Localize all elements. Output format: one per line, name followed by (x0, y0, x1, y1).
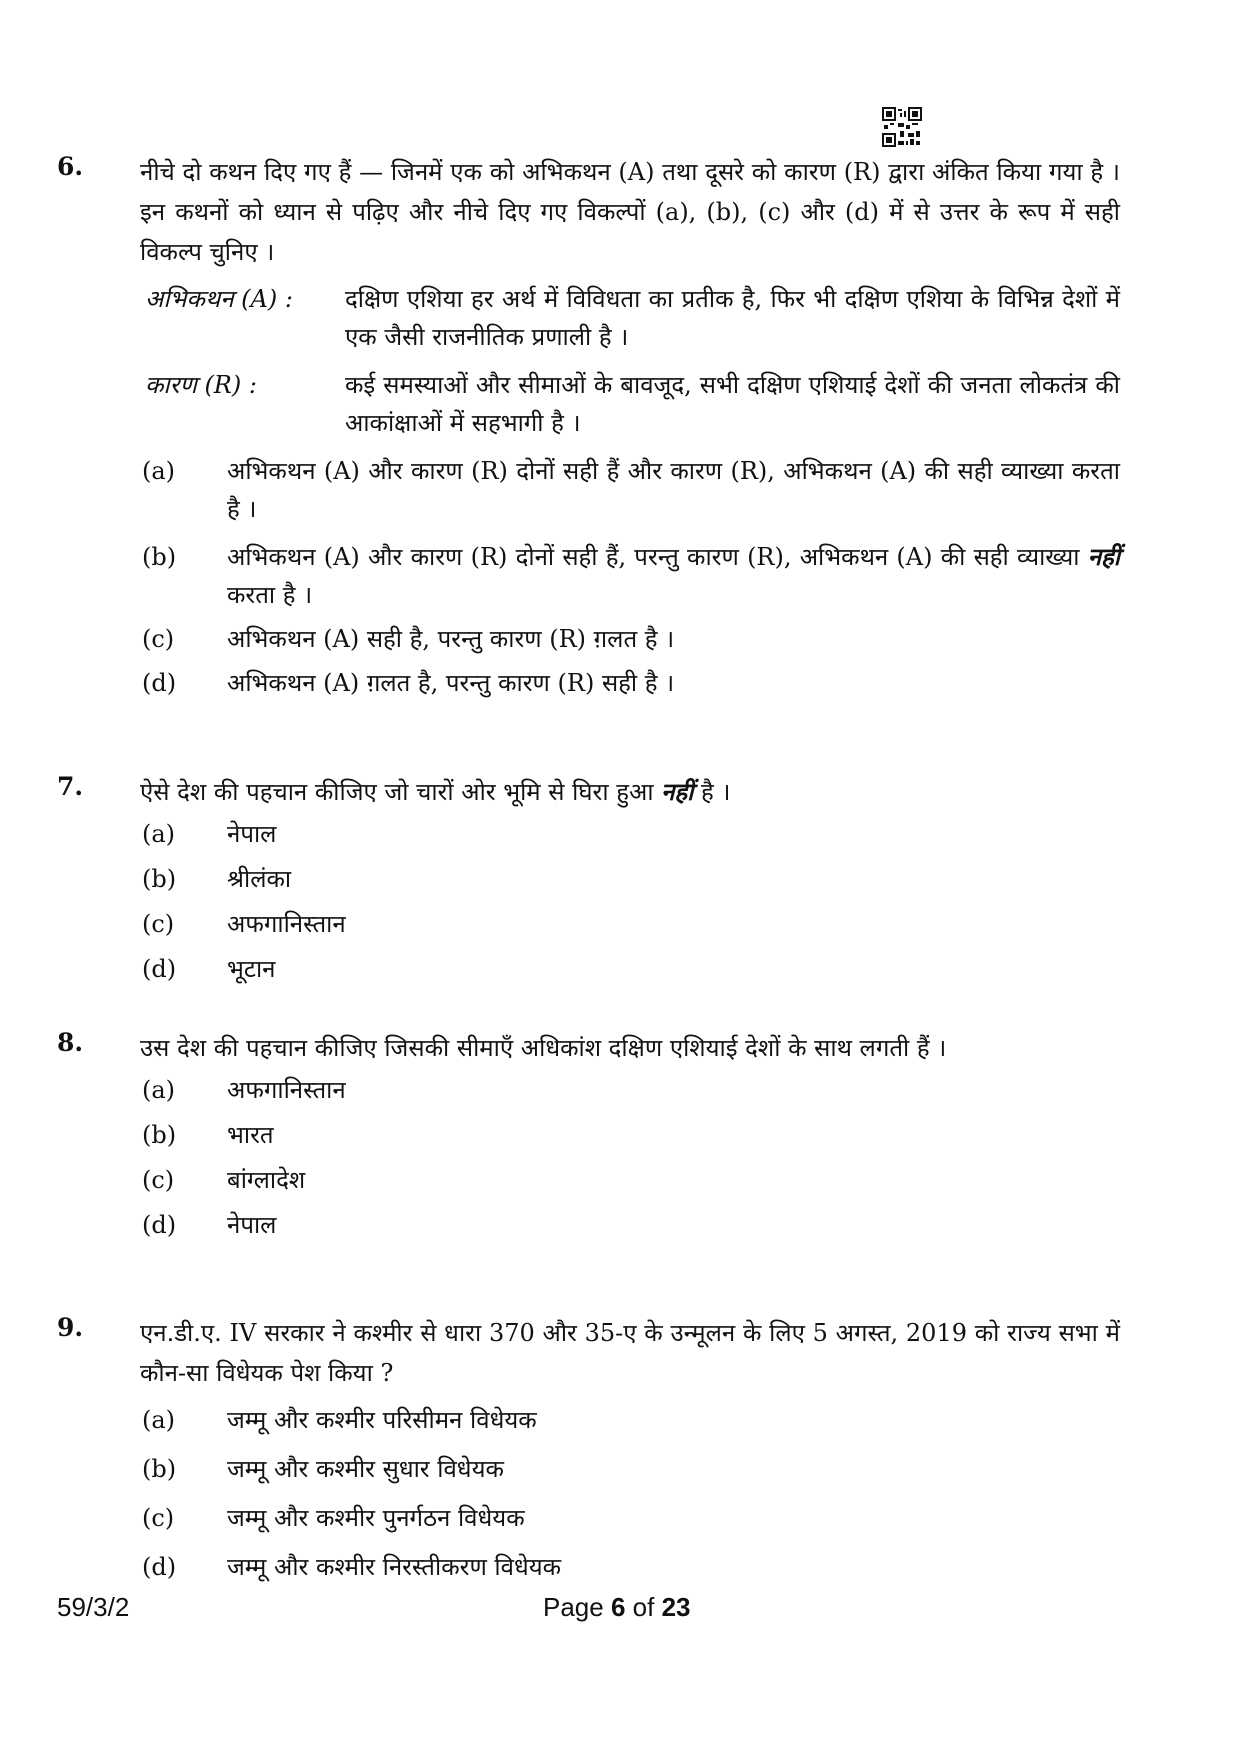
question-text (140, 772, 1120, 812)
option-d (142, 947, 1120, 992)
option-c (142, 1497, 1120, 1540)
option-label: (c) (142, 1166, 175, 1194)
option-label: (d) (142, 1211, 177, 1239)
option-text (227, 538, 1120, 614)
question-number: 9. (57, 1313, 84, 1342)
option-c (142, 902, 1120, 947)
reason-label: कारण (R) : (145, 371, 257, 399)
option-label: (c) (142, 625, 175, 653)
option-text: अफगानिस्तान (227, 910, 346, 938)
question-text: नीचे दो कथन दिए गए हैं — जिनमें एक को अभिकथन (A) तथा दूसरे को कारण (R) द्वारा अंकित किया गया है । इन कथनों को ध्यान से पढ़िए और नीचे दिए गए विकल्पों (a), (b), (c) और (d) में से उत्तर के रूप में सही विकल्प चुनिए । (140, 158, 1120, 266)
option-label: (b) (142, 1455, 177, 1483)
option-label: (d) (142, 1553, 177, 1581)
option-text: जम्मू और कश्मीर पुनर्गठन विधेयक (227, 1504, 525, 1532)
option-a (142, 1068, 1120, 1113)
option-d (142, 1546, 1120, 1589)
option-label: (d) (142, 669, 177, 697)
paper-code: 59/3/2 (57, 1592, 130, 1622)
option-label: (b) (142, 865, 177, 893)
option-a (142, 452, 1120, 528)
question-9 (57, 1313, 1120, 1589)
option-text: अभिकथन (A) सही है, परन्तु कारण (R) ग़लत है । (227, 625, 675, 653)
option-text: नेपाल (227, 820, 277, 848)
option-text: अभिकथन (A) और कारण (R) दोनों सही हैं और कारण (R), अभिकथन (A) की सही व्याख्या करता है । (227, 457, 1120, 523)
options-list (57, 1399, 1120, 1589)
assertion-text: दक्षिण एशिया हर अर्थ में विविधता का प्रतीक है, फिर भी दक्षिण एशिया के विभिन्न देशों में एक जैसी राजनीतिक प्रणाली है । (345, 285, 1120, 351)
option-b (142, 857, 1120, 902)
emphasis-text: नहीं (1087, 542, 1120, 571)
question-number: 8. (57, 1028, 84, 1057)
option-text: भूटान (227, 955, 276, 983)
emphasis-text: नहीं (661, 777, 694, 806)
option-text: जम्मू और कश्मीर परिसीमन विधेयक (227, 1406, 537, 1434)
question-number: 7. (57, 772, 84, 801)
option-text: श्रीलंका (227, 865, 292, 893)
page-prefix: Page (543, 1592, 611, 1622)
option-label: (c) (142, 910, 175, 938)
option-text: जम्मू और कश्मीर सुधार विधेयक (227, 1455, 504, 1483)
option-text-part: करता है । (227, 581, 313, 609)
option-text: जम्मू और कश्मीर निरस्तीकरण विधेयक (227, 1553, 562, 1581)
option-text-part: अभिकथन (A) और कारण (R) दोनों सही हैं, परन्तु कारण (R), अभिकथन (A) की सही व्याख्या (227, 543, 1080, 571)
option-text: नेपाल (227, 1211, 277, 1239)
page-separator: of (625, 1592, 662, 1622)
options-list (57, 812, 1120, 992)
question-text-part: ऐसे देश की पहचान कीजिए जो चारों ओर भूमि से घिरा हुआ (140, 778, 654, 806)
option-text: भारत (227, 1121, 274, 1149)
option-b (142, 538, 1120, 614)
question-7 (57, 772, 1120, 992)
question-text-part: है । (701, 778, 731, 806)
option-label: (a) (142, 1076, 176, 1104)
question-text: उस देश की पहचान कीजिए जिसकी सीमाएँ अधिकांश दक्षिण एशियाई देशों के साथ लगती हैं । (140, 1034, 947, 1062)
page-number (543, 1592, 690, 1623)
option-a (142, 1399, 1120, 1442)
question-number: 6. (57, 152, 84, 181)
question-6 (57, 152, 1120, 702)
option-label: (a) (142, 1406, 176, 1434)
option-text: बांग्लादेश (227, 1166, 306, 1194)
option-text: अफगानिस्तान (227, 1076, 346, 1104)
option-d (142, 1203, 1120, 1248)
reason (145, 366, 1120, 442)
options-list (57, 1068, 1120, 1248)
option-b (142, 1448, 1120, 1491)
option-label: (c) (142, 1504, 175, 1532)
page-current: 6 (610, 1592, 626, 1622)
option-d (142, 664, 1120, 702)
reason-text: कई समस्याओं और सीमाओं के बावजूद, सभी दक्षिण एशियाई देशों की जनता लोकतंत्र की आकांक्षाओं में सहभागी है । (345, 371, 1120, 437)
option-label: (a) (142, 457, 176, 485)
option-label: (a) (142, 820, 176, 848)
assertion (145, 280, 1120, 356)
page-total: 23 (661, 1592, 691, 1622)
option-c (142, 1158, 1120, 1203)
option-label: (d) (142, 955, 177, 983)
question-text: एन.डी.ए. IV सरकार ने कश्मीर से धारा 370 और 35-ए के उन्मूलन के लिए 5 अगस्त, 2019 को राज्य सभा में कौन-सा विधेयक पेश किया ? (140, 1319, 1120, 1387)
option-c (142, 620, 1120, 658)
options-list (57, 452, 1120, 702)
option-text: अभिकथन (A) ग़लत है, परन्तु कारण (R) सही है । (227, 669, 675, 697)
option-label: (b) (142, 1121, 177, 1149)
option-b (142, 1113, 1120, 1158)
qr-code-icon (882, 107, 922, 147)
question-8 (57, 1028, 1120, 1248)
option-label: (b) (142, 543, 177, 571)
option-a (142, 812, 1120, 857)
assertion-label: अभिकथन (A) : (145, 285, 293, 313)
